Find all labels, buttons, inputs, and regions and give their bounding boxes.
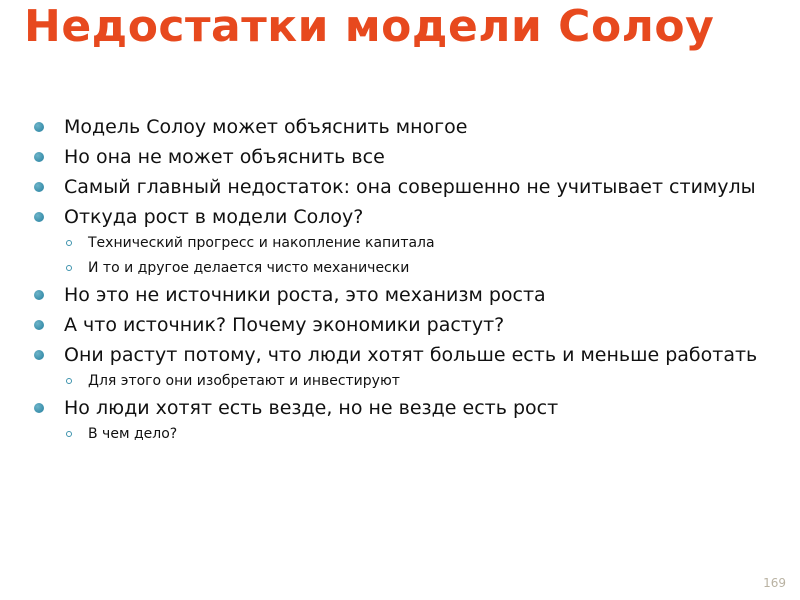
bullet-item bbox=[30, 206, 770, 228]
bullet-item bbox=[30, 314, 770, 336]
bullet-item bbox=[30, 344, 770, 366]
bullet-text: Самый главный недостаток: она совершенно не учитывает стимулы bbox=[64, 176, 756, 198]
bullet-text: Откуда рост в модели Солоу? bbox=[64, 206, 364, 228]
bullet-item bbox=[30, 146, 770, 168]
sub-bullet-item bbox=[30, 234, 770, 252]
bullet-text: А что источник? Почему экономики растут? bbox=[64, 314, 505, 336]
bullet-dot-icon bbox=[34, 320, 44, 330]
slide-title: Недостатки модели Солоу bbox=[24, 1, 715, 52]
sub-bullet-text: В чем дело? bbox=[88, 426, 178, 442]
bullet-dot-icon bbox=[34, 350, 44, 360]
bullet-dot-icon bbox=[34, 290, 44, 300]
bullet-text: Но она не может объяснить все bbox=[64, 146, 385, 168]
bullet-list bbox=[30, 116, 770, 450]
bullet-ring-icon bbox=[66, 431, 72, 437]
bullet-item bbox=[30, 176, 770, 198]
bullet-text: Но люди хотят есть везде, но не везде есть рост bbox=[64, 397, 559, 419]
sub-bullet-item bbox=[30, 425, 770, 443]
bullet-item bbox=[30, 284, 770, 306]
bullet-ring-icon bbox=[66, 378, 72, 384]
bullet-dot-icon bbox=[34, 182, 44, 192]
bullet-text: Но это не источники роста, это механизм роста bbox=[64, 284, 546, 306]
bullet-dot-icon bbox=[34, 403, 44, 413]
sub-bullet-text: Для этого они изобретают и инвестируют bbox=[88, 373, 400, 389]
bullet-ring-icon bbox=[66, 240, 72, 246]
bullet-item bbox=[30, 116, 770, 138]
bullet-ring-icon bbox=[66, 265, 72, 271]
bullet-dot-icon bbox=[34, 212, 44, 222]
sub-bullet-item bbox=[30, 259, 770, 277]
bullet-dot-icon bbox=[34, 152, 44, 162]
sub-bullet-text: Технический прогресс и накопление капитала bbox=[88, 235, 435, 251]
bullet-text: Модель Солоу может объяснить многое bbox=[64, 116, 468, 138]
bullet-text: Они растут потому, что люди хотят больше есть и меньше работать bbox=[64, 344, 758, 366]
sub-bullet-text: И то и другое делается чисто механически bbox=[88, 260, 410, 276]
bullet-dot-icon bbox=[34, 122, 44, 132]
bullet-item bbox=[30, 397, 770, 419]
page-number: 169 bbox=[763, 576, 786, 590]
sub-bullet-item bbox=[30, 372, 770, 390]
